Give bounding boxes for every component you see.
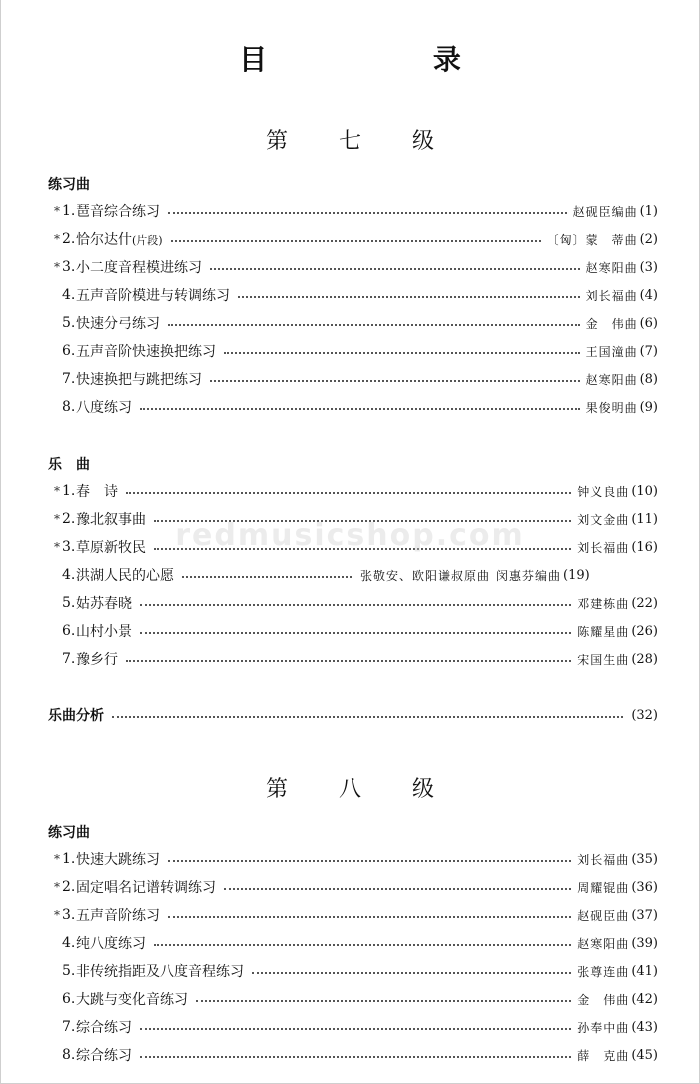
item-page: (8) — [639, 371, 658, 387]
toc-row[interactable] — [46, 958, 658, 984]
item-title-text: 非传统指距及八度音程练习 — [76, 964, 244, 980]
leader-dots — [140, 1028, 571, 1030]
toc-row[interactable] — [46, 338, 658, 364]
item-page: (19) — [563, 567, 590, 583]
item-number: 5. — [62, 595, 76, 611]
analysis-page: (32) — [631, 707, 658, 723]
item-composer: 金 伟曲 — [577, 992, 630, 1007]
item-title — [76, 1017, 136, 1037]
toc-row[interactable] — [46, 646, 658, 672]
toc-row[interactable] — [46, 366, 658, 392]
toc-row[interactable] — [46, 590, 658, 616]
item-page: (3) — [639, 259, 658, 275]
section-label-etudes-8: 练习曲 — [48, 825, 90, 841]
item-page: (28) — [631, 651, 658, 667]
watermark-text: redmusicshop.com — [175, 518, 525, 553]
item-title — [76, 201, 164, 221]
leader-dots — [168, 324, 580, 326]
item-number: 4. — [62, 935, 76, 951]
leader-dots — [224, 888, 571, 890]
toc-row[interactable] — [46, 846, 658, 872]
item-title — [76, 369, 206, 389]
toc-row[interactable] — [46, 198, 658, 224]
item-title-text: 八度练习 — [76, 400, 132, 416]
item-title-text: 豫乡行 — [76, 652, 118, 668]
item-title-text: 小二度音程模进练习 — [76, 260, 202, 276]
toc-row[interactable] — [46, 562, 658, 588]
leader-dots — [196, 1000, 571, 1002]
toc-row[interactable] — [46, 618, 658, 644]
item-title-text: 洪湖人民的心愿 — [76, 568, 174, 584]
item-page: (16) — [631, 539, 658, 555]
leader-dots — [238, 296, 580, 298]
item-title — [76, 877, 220, 897]
item-page: (45) — [631, 1047, 658, 1063]
analysis-label: 乐曲分析 — [48, 708, 104, 724]
item-composer: 钟义良曲 — [577, 484, 630, 499]
page-title: 目 录 — [239, 43, 539, 76]
item-composer: 金 伟曲 — [585, 316, 638, 331]
leader-dots — [126, 492, 571, 494]
toc-row[interactable] — [46, 282, 658, 308]
frame-left-border — [0, 0, 1, 1084]
level-heading-8: 第 八 级 — [266, 777, 456, 802]
section-label-etudes-7: 练习曲 — [48, 177, 90, 193]
item-title-text: 琶音综合练习 — [76, 204, 160, 220]
toc-row[interactable] — [46, 930, 658, 956]
leader-dots — [210, 268, 580, 270]
item-title-text: 纯八度练习 — [76, 936, 146, 952]
leader-dots — [168, 212, 567, 214]
item-title — [76, 649, 122, 669]
item-title — [76, 989, 192, 1009]
leader-dots — [140, 604, 571, 606]
toc-row-analysis[interactable] — [48, 702, 658, 728]
item-title-note: (片段) — [132, 234, 163, 247]
item-composer: 赵寒阳曲 — [577, 936, 630, 951]
item-page: (4) — [639, 287, 658, 303]
star-marker: * — [54, 540, 60, 554]
leader-dots — [224, 352, 580, 354]
item-title-text: 固定唱名记谱转调练习 — [76, 880, 216, 896]
item-page: (11) — [631, 511, 658, 527]
item-page: (39) — [631, 935, 658, 951]
item-title — [76, 397, 136, 417]
item-composer: 闵惠芬编曲 — [496, 568, 562, 583]
toc-row[interactable] — [46, 1042, 658, 1068]
item-page: (42) — [631, 991, 658, 1007]
item-number: 8. — [62, 399, 76, 415]
leader-dots — [154, 944, 571, 946]
item-composer: 刘文金曲 — [577, 512, 630, 527]
item-page: (7) — [639, 343, 658, 359]
item-composer: 王国潼曲 — [585, 344, 638, 359]
item-composer: 赵砚臣曲 — [577, 908, 630, 923]
item-page: (41) — [631, 963, 658, 979]
item-page: (2) — [639, 231, 658, 247]
item-number: 2. — [62, 231, 76, 247]
toc-row[interactable] — [46, 254, 658, 280]
item-composer: 赵寒阳曲 — [585, 260, 638, 275]
item-title — [76, 257, 206, 277]
item-title-text: 快速大跳练习 — [76, 852, 160, 868]
item-composer: 孙奉中曲 — [577, 1020, 630, 1035]
item-title-text: 五声音阶快速换把练习 — [76, 344, 216, 360]
item-title-text: 综合练习 — [76, 1020, 132, 1036]
leader-dots — [112, 716, 623, 718]
item-page: (10) — [631, 483, 658, 499]
item-number: 4. — [62, 287, 76, 303]
item-title-text: 快速换把与跳把练习 — [76, 372, 202, 388]
star-marker: * — [54, 484, 60, 498]
item-composer: 刘长福曲 — [577, 852, 630, 867]
leader-dots — [140, 632, 571, 634]
item-number: 7. — [62, 651, 76, 667]
item-page: (35) — [631, 851, 658, 867]
item-number: 3. — [62, 907, 76, 923]
item-number: 5. — [62, 963, 76, 979]
item-title — [76, 593, 136, 613]
star-marker: * — [54, 852, 60, 866]
item-number: 1. — [62, 483, 76, 499]
toc-row[interactable] — [46, 310, 658, 336]
item-page: (22) — [631, 595, 658, 611]
item-title-text: 春 诗 — [76, 484, 118, 500]
star-marker: * — [54, 232, 60, 246]
item-title — [76, 933, 150, 953]
item-title-text: 快速分弓练习 — [76, 316, 160, 332]
item-composer: 陈耀星曲 — [577, 624, 630, 639]
item-title — [76, 481, 122, 501]
item-page: (6) — [639, 315, 658, 331]
item-composer: 赵寒阳曲 — [585, 372, 638, 387]
item-title-text: 五声音阶模进与转调练习 — [76, 288, 230, 304]
leader-dots — [210, 380, 580, 382]
item-page: (26) — [631, 623, 658, 639]
item-title — [76, 313, 164, 333]
item-number: 3. — [62, 259, 76, 275]
item-page: (37) — [631, 907, 658, 923]
item-title — [76, 905, 164, 925]
item-title — [76, 285, 234, 305]
item-number: 7. — [62, 371, 76, 387]
item-title-text: 豫北叙事曲 — [76, 512, 146, 528]
toc-row[interactable] — [46, 394, 658, 420]
item-number: 1. — [62, 203, 76, 219]
toc-row[interactable] — [46, 874, 658, 900]
item-composer: 刘长福曲 — [585, 288, 638, 303]
item-composer: 赵砚臣编曲 — [572, 204, 638, 219]
item-title — [76, 229, 167, 249]
item-title — [76, 565, 178, 585]
item-number: 6. — [62, 343, 76, 359]
item-title-text: 草原新牧民 — [76, 540, 146, 556]
leader-dots — [168, 916, 571, 918]
item-title — [76, 1045, 136, 1065]
item-number: 3. — [62, 539, 76, 555]
item-page: (36) — [631, 879, 658, 895]
item-title — [76, 849, 164, 869]
leader-dots — [252, 972, 571, 974]
toc-row[interactable] — [46, 478, 658, 504]
item-title — [76, 341, 220, 361]
item-number: 4. — [62, 567, 76, 583]
item-number: 7. — [62, 1019, 76, 1035]
item-composer: 周耀锟曲 — [577, 880, 630, 895]
item-number: 8. — [62, 1047, 76, 1063]
item-number: 5. — [62, 315, 76, 331]
toc-row[interactable] — [46, 1014, 658, 1040]
item-composer: 张尊连曲 — [577, 964, 630, 979]
item-title — [76, 961, 248, 981]
star-marker: * — [54, 880, 60, 894]
star-marker: * — [54, 512, 60, 526]
item-title-text: 五声音阶练习 — [76, 908, 160, 924]
toc-row[interactable] — [46, 902, 658, 928]
star-marker: * — [54, 260, 60, 274]
item-composer: 刘长福曲 — [577, 540, 630, 555]
item-composer: 〔匈〕蒙 蒂曲 — [546, 232, 638, 247]
item-composer: 邓建栋曲 — [577, 596, 630, 611]
toc-row[interactable] — [46, 226, 658, 252]
item-title-text: 大跳与变化音练习 — [76, 992, 188, 1008]
original-composer: 张敬安、欧阳谦叔原曲 — [360, 568, 491, 583]
leader-dots — [126, 660, 571, 662]
star-marker: * — [54, 908, 60, 922]
item-number: 2. — [62, 511, 76, 527]
item-page: (9) — [639, 399, 658, 415]
item-composer: 宋国生曲 — [577, 652, 630, 667]
item-title-text: 山村小景 — [76, 624, 132, 640]
item-number: 6. — [62, 623, 76, 639]
item-title-text: 综合练习 — [76, 1048, 132, 1064]
toc-row[interactable] — [46, 986, 658, 1012]
section-label-pieces-7: 乐 曲 — [48, 457, 90, 473]
leader-dots — [140, 1056, 571, 1058]
item-number: 6. — [62, 991, 76, 1007]
leader-dots — [140, 408, 580, 410]
star-marker: * — [54, 204, 60, 218]
item-composer: 薛 克曲 — [577, 1048, 630, 1063]
leader-dots — [182, 576, 352, 578]
item-title-text: 恰尔达什 — [76, 232, 132, 248]
leader-dots — [171, 240, 541, 242]
item-number: 2. — [62, 879, 76, 895]
leader-dots — [168, 860, 571, 862]
item-title-text: 姑苏春晓 — [76, 596, 132, 612]
item-composer: 果俊明曲 — [585, 400, 638, 415]
level-heading-7: 第 七 级 — [266, 129, 456, 154]
item-number: 1. — [62, 851, 76, 867]
item-title — [76, 621, 136, 641]
item-page: (1) — [639, 203, 658, 219]
item-page: (43) — [631, 1019, 658, 1035]
